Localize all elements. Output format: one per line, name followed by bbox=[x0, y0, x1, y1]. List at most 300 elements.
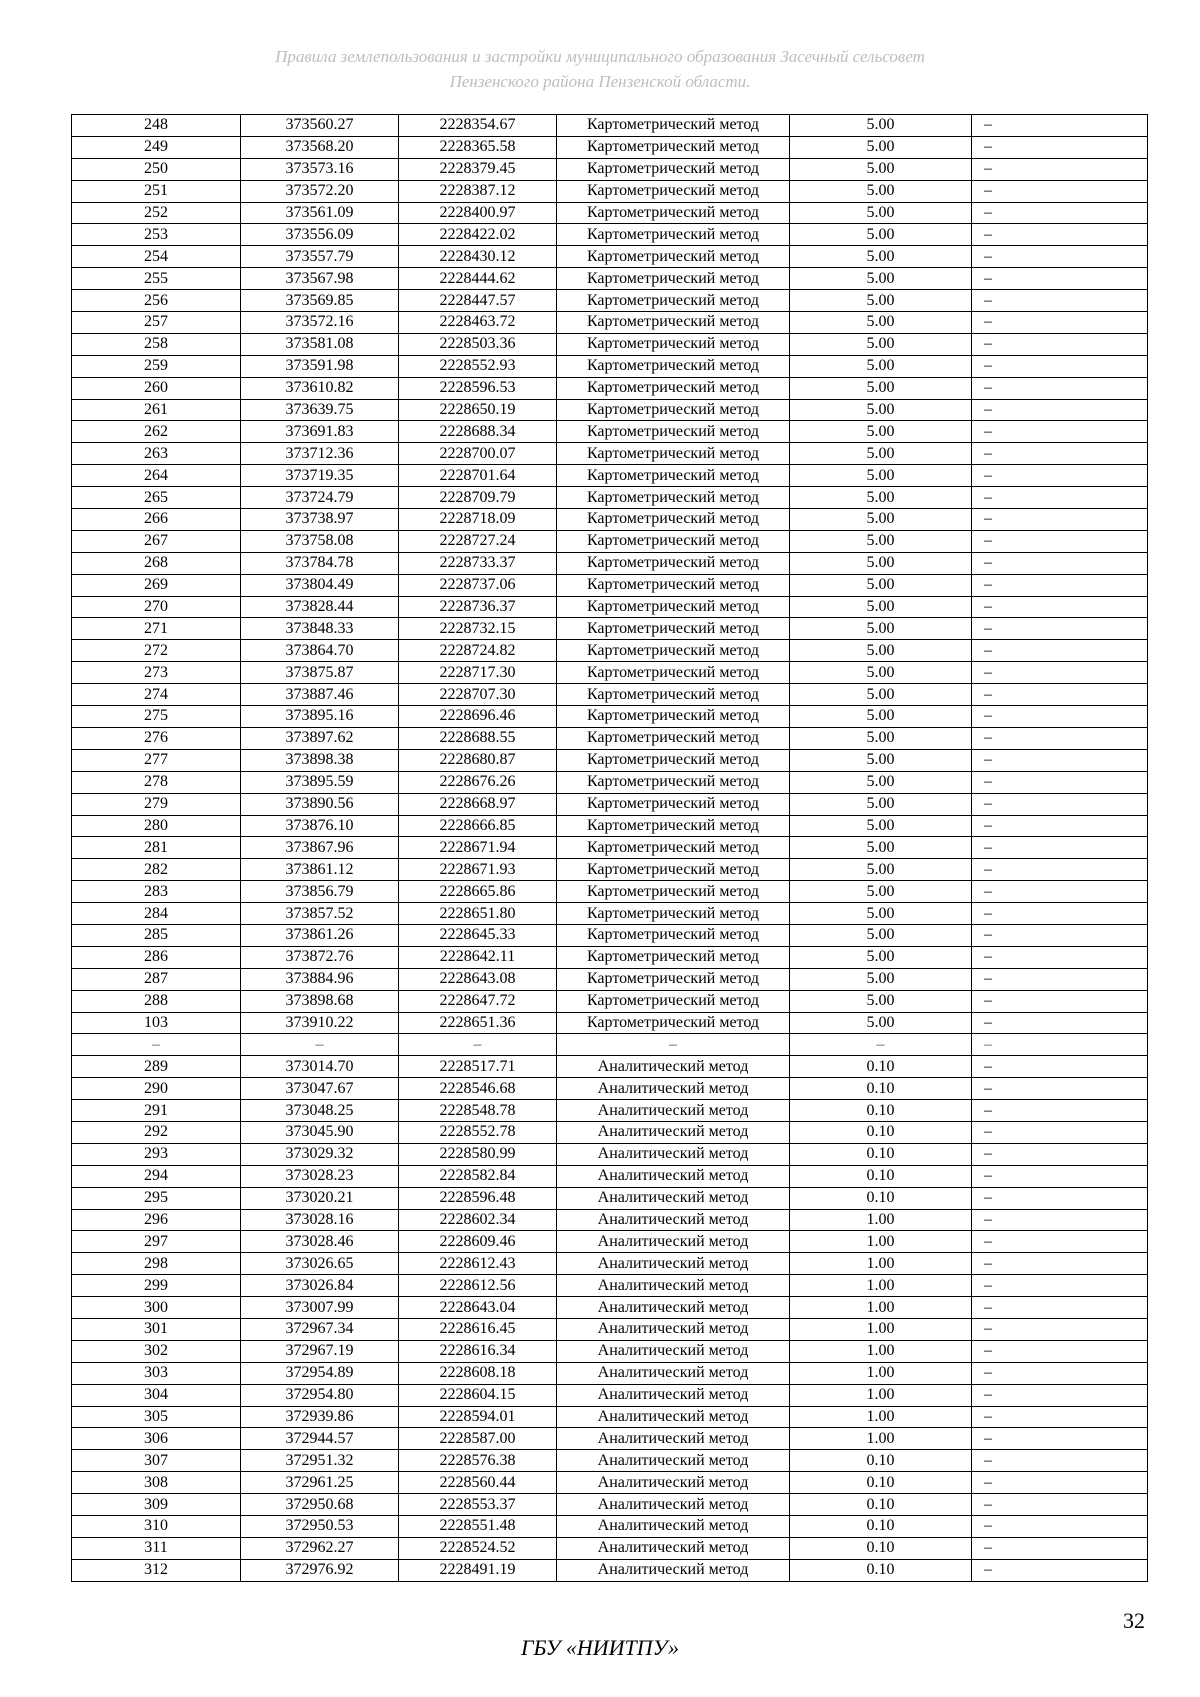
cell-accuracy: 5.00 bbox=[790, 180, 972, 202]
cell-point-number: 273 bbox=[72, 662, 241, 684]
cell-accuracy: 1.00 bbox=[790, 1384, 972, 1406]
cell-note: – bbox=[972, 1384, 1148, 1406]
cell-method: Картометрический метод bbox=[557, 115, 790, 137]
table-row bbox=[72, 946, 1148, 968]
table-row bbox=[72, 530, 1148, 552]
cell-note: – bbox=[972, 1494, 1148, 1516]
table-row bbox=[72, 246, 1148, 268]
cell-y-coordinate: 2228688.34 bbox=[399, 421, 557, 443]
table-row bbox=[72, 1406, 1148, 1428]
cell-point-number: 259 bbox=[72, 355, 241, 377]
cell-x-coordinate: 373572.20 bbox=[241, 180, 399, 202]
cell-method: Картометрический метод bbox=[557, 881, 790, 903]
cell-note: – bbox=[972, 1297, 1148, 1319]
cell-note: – bbox=[972, 1428, 1148, 1450]
cell-y-coordinate: 2228596.48 bbox=[399, 1187, 557, 1209]
cell-method: Картометрический метод bbox=[557, 290, 790, 312]
cell-accuracy: 5.00 bbox=[790, 881, 972, 903]
cell-x-coordinate: – bbox=[241, 1034, 399, 1056]
cell-x-coordinate: 373581.08 bbox=[241, 333, 399, 355]
cell-x-coordinate: 373712.36 bbox=[241, 443, 399, 465]
cell-accuracy: 1.00 bbox=[790, 1209, 972, 1231]
cell-method: Картометрический метод bbox=[557, 268, 790, 290]
table-row bbox=[72, 224, 1148, 246]
cell-point-number: 288 bbox=[72, 990, 241, 1012]
cell-y-coordinate: 2228491.19 bbox=[399, 1559, 557, 1581]
cell-point-number: 289 bbox=[72, 1056, 241, 1078]
cell-y-coordinate: 2228737.06 bbox=[399, 574, 557, 596]
cell-point-number: 280 bbox=[72, 815, 241, 837]
table-row bbox=[72, 903, 1148, 925]
cell-method: Аналитический метод bbox=[557, 1297, 790, 1319]
cell-x-coordinate: 372961.25 bbox=[241, 1472, 399, 1494]
cell-y-coordinate: 2228736.37 bbox=[399, 596, 557, 618]
cell-note: – bbox=[972, 1231, 1148, 1253]
cell-accuracy: 5.00 bbox=[790, 793, 972, 815]
cell-point-number: 251 bbox=[72, 180, 241, 202]
cell-point-number: 269 bbox=[72, 574, 241, 596]
cell-note: – bbox=[972, 946, 1148, 968]
cell-y-coordinate: 2228651.36 bbox=[399, 1012, 557, 1034]
table-row bbox=[72, 1231, 1148, 1253]
cell-x-coordinate: 372967.34 bbox=[241, 1318, 399, 1340]
cell-accuracy: 0.10 bbox=[790, 1450, 972, 1472]
cell-note: – bbox=[972, 684, 1148, 706]
cell-method: Картометрический метод bbox=[557, 749, 790, 771]
cell-note: – bbox=[972, 640, 1148, 662]
cell-accuracy: 5.00 bbox=[790, 640, 972, 662]
cell-y-coordinate: 2228430.12 bbox=[399, 246, 557, 268]
cell-accuracy: 5.00 bbox=[790, 202, 972, 224]
cell-x-coordinate: 373048.25 bbox=[241, 1100, 399, 1122]
table-row bbox=[72, 574, 1148, 596]
cell-x-coordinate: 373045.90 bbox=[241, 1121, 399, 1143]
cell-accuracy: 1.00 bbox=[790, 1275, 972, 1297]
cell-point-number: 309 bbox=[72, 1494, 241, 1516]
cell-note: – bbox=[972, 443, 1148, 465]
cell-y-coordinate: – bbox=[399, 1034, 557, 1056]
cell-point-number: 295 bbox=[72, 1187, 241, 1209]
cell-note: – bbox=[972, 990, 1148, 1012]
table-row bbox=[72, 924, 1148, 946]
cell-accuracy: 0.10 bbox=[790, 1187, 972, 1209]
cell-point-number: 271 bbox=[72, 618, 241, 640]
cell-x-coordinate: 373895.59 bbox=[241, 771, 399, 793]
cell-method: Картометрический метод bbox=[557, 815, 790, 837]
cell-note: – bbox=[972, 1012, 1148, 1034]
cell-y-coordinate: 2228422.02 bbox=[399, 224, 557, 246]
cell-method: Картометрический метод bbox=[557, 509, 790, 531]
cell-point-number: 256 bbox=[72, 290, 241, 312]
cell-accuracy: 0.10 bbox=[790, 1516, 972, 1538]
cell-point-number: 286 bbox=[72, 946, 241, 968]
table-row bbox=[72, 1297, 1148, 1319]
cell-point-number: 285 bbox=[72, 924, 241, 946]
cell-accuracy: 5.00 bbox=[790, 990, 972, 1012]
cell-note: – bbox=[972, 1450, 1148, 1472]
cell-method: Картометрический метод bbox=[557, 1012, 790, 1034]
cell-x-coordinate: 372954.89 bbox=[241, 1362, 399, 1384]
cell-y-coordinate: 2228546.68 bbox=[399, 1078, 557, 1100]
cell-y-coordinate: 2228676.26 bbox=[399, 771, 557, 793]
cell-point-number: 281 bbox=[72, 837, 241, 859]
cell-point-number: 299 bbox=[72, 1275, 241, 1297]
cell-method: Картометрический метод bbox=[557, 180, 790, 202]
cell-note: – bbox=[972, 749, 1148, 771]
cell-note: – bbox=[972, 1143, 1148, 1165]
cell-note: – bbox=[972, 968, 1148, 990]
cell-accuracy: 5.00 bbox=[790, 377, 972, 399]
cell-accuracy: 5.00 bbox=[790, 662, 972, 684]
table-row bbox=[72, 1537, 1148, 1559]
cell-accuracy: 5.00 bbox=[790, 530, 972, 552]
cell-note: – bbox=[972, 1472, 1148, 1494]
cell-point-number: 301 bbox=[72, 1318, 241, 1340]
table-row bbox=[72, 618, 1148, 640]
cell-x-coordinate: 373028.46 bbox=[241, 1231, 399, 1253]
cell-y-coordinate: 2228668.97 bbox=[399, 793, 557, 815]
cell-accuracy: 5.00 bbox=[790, 136, 972, 158]
cell-note: – bbox=[972, 268, 1148, 290]
cell-accuracy: 1.00 bbox=[790, 1406, 972, 1428]
cell-point-number: 274 bbox=[72, 684, 241, 706]
cell-method: Аналитический метод bbox=[557, 1494, 790, 1516]
cell-point-number: 294 bbox=[72, 1165, 241, 1187]
cell-accuracy: 0.10 bbox=[790, 1100, 972, 1122]
cell-point-number: 103 bbox=[72, 1012, 241, 1034]
cell-y-coordinate: 2228642.11 bbox=[399, 946, 557, 968]
cell-x-coordinate: 373895.16 bbox=[241, 706, 399, 728]
cell-x-coordinate: 373007.99 bbox=[241, 1297, 399, 1319]
cell-note: – bbox=[972, 1078, 1148, 1100]
cell-method: Картометрический метод bbox=[557, 596, 790, 618]
cell-y-coordinate: 2228387.12 bbox=[399, 180, 557, 202]
cell-accuracy: 0.10 bbox=[790, 1143, 972, 1165]
cell-note: – bbox=[972, 924, 1148, 946]
table-row bbox=[72, 333, 1148, 355]
cell-point-number: 270 bbox=[72, 596, 241, 618]
table-row bbox=[72, 552, 1148, 574]
cell-method: Картометрический метод bbox=[557, 224, 790, 246]
cell-x-coordinate: 373561.09 bbox=[241, 202, 399, 224]
cell-accuracy: 5.00 bbox=[790, 596, 972, 618]
cell-method: Картометрический метод bbox=[557, 706, 790, 728]
cell-note: – bbox=[972, 1318, 1148, 1340]
cell-method: Картометрический метод bbox=[557, 859, 790, 881]
cell-point-number: 267 bbox=[72, 530, 241, 552]
cell-y-coordinate: 2228576.38 bbox=[399, 1450, 557, 1472]
cell-accuracy: 5.00 bbox=[790, 706, 972, 728]
cell-x-coordinate: 373573.16 bbox=[241, 158, 399, 180]
cell-note: – bbox=[972, 1187, 1148, 1209]
table-row bbox=[72, 1165, 1148, 1187]
cell-x-coordinate: 373758.08 bbox=[241, 530, 399, 552]
cell-point-number: 279 bbox=[72, 793, 241, 815]
table-row bbox=[72, 202, 1148, 224]
table-row bbox=[72, 706, 1148, 728]
cell-point-number: 252 bbox=[72, 202, 241, 224]
cell-point-number: 272 bbox=[72, 640, 241, 662]
footer-organization: ГБУ «НИИТПУ» bbox=[520, 1635, 680, 1660]
cell-accuracy: 5.00 bbox=[790, 246, 972, 268]
table-row bbox=[72, 968, 1148, 990]
table-row bbox=[72, 1472, 1148, 1494]
cell-note: – bbox=[972, 1406, 1148, 1428]
cell-y-coordinate: 2228594.01 bbox=[399, 1406, 557, 1428]
cell-accuracy: 1.00 bbox=[790, 1297, 972, 1319]
cell-y-coordinate: 2228517.71 bbox=[399, 1056, 557, 1078]
cell-method: Аналитический метод bbox=[557, 1340, 790, 1362]
cell-note: – bbox=[972, 509, 1148, 531]
cell-note: – bbox=[972, 1121, 1148, 1143]
cell-note: – bbox=[972, 224, 1148, 246]
cell-x-coordinate: 373567.98 bbox=[241, 268, 399, 290]
cell-note: – bbox=[972, 333, 1148, 355]
table-row bbox=[72, 136, 1148, 158]
cell-method: Аналитический метод bbox=[557, 1318, 790, 1340]
cell-accuracy: 5.00 bbox=[790, 749, 972, 771]
cell-method: Аналитический метод bbox=[557, 1275, 790, 1297]
cell-point-number: 248 bbox=[72, 115, 241, 137]
table-row bbox=[72, 640, 1148, 662]
cell-x-coordinate: 372951.32 bbox=[241, 1450, 399, 1472]
cell-note: – bbox=[972, 115, 1148, 137]
cell-x-coordinate: 373047.67 bbox=[241, 1078, 399, 1100]
cell-accuracy: 1.00 bbox=[790, 1340, 972, 1362]
cell-x-coordinate: 373784.78 bbox=[241, 552, 399, 574]
cell-method: Картометрический метод bbox=[557, 727, 790, 749]
table-row bbox=[72, 487, 1148, 509]
cell-accuracy: 5.00 bbox=[790, 552, 972, 574]
cell-accuracy: 1.00 bbox=[790, 1231, 972, 1253]
cell-note: – bbox=[972, 1516, 1148, 1538]
cell-y-coordinate: 2228665.86 bbox=[399, 881, 557, 903]
cell-note: – bbox=[972, 180, 1148, 202]
cell-x-coordinate: 373724.79 bbox=[241, 487, 399, 509]
cell-point-number: 293 bbox=[72, 1143, 241, 1165]
cell-x-coordinate: 373890.56 bbox=[241, 793, 399, 815]
cell-note: – bbox=[972, 136, 1148, 158]
cell-x-coordinate: 373572.16 bbox=[241, 312, 399, 334]
cell-accuracy: 0.10 bbox=[790, 1472, 972, 1494]
table-row bbox=[72, 1100, 1148, 1122]
cell-note: – bbox=[972, 662, 1148, 684]
cell-x-coordinate: 373639.75 bbox=[241, 399, 399, 421]
coordinates-table-body bbox=[72, 115, 1148, 1582]
cell-x-coordinate: 372950.68 bbox=[241, 1494, 399, 1516]
cell-note: – bbox=[972, 859, 1148, 881]
table-row bbox=[72, 1384, 1148, 1406]
table-row bbox=[72, 793, 1148, 815]
cell-note: – bbox=[972, 1275, 1148, 1297]
cell-y-coordinate: 2228553.37 bbox=[399, 1494, 557, 1516]
table-row bbox=[72, 727, 1148, 749]
cell-point-number: 304 bbox=[72, 1384, 241, 1406]
cell-point-number: 282 bbox=[72, 859, 241, 881]
cell-accuracy: 5.00 bbox=[790, 837, 972, 859]
cell-method: Картометрический метод bbox=[557, 487, 790, 509]
cell-x-coordinate: 373864.70 bbox=[241, 640, 399, 662]
cell-point-number: 311 bbox=[72, 1537, 241, 1559]
cell-x-coordinate: 372950.53 bbox=[241, 1516, 399, 1538]
cell-note: – bbox=[972, 771, 1148, 793]
cell-method: Картометрический метод bbox=[557, 333, 790, 355]
cell-x-coordinate: 373804.49 bbox=[241, 574, 399, 596]
cell-x-coordinate: 373029.32 bbox=[241, 1143, 399, 1165]
cell-x-coordinate: 373560.27 bbox=[241, 115, 399, 137]
cell-method: Аналитический метод bbox=[557, 1516, 790, 1538]
cell-y-coordinate: 2228707.30 bbox=[399, 684, 557, 706]
cell-method: Картометрический метод bbox=[557, 574, 790, 596]
cell-note: – bbox=[972, 158, 1148, 180]
table-row bbox=[72, 815, 1148, 837]
cell-note: – bbox=[972, 903, 1148, 925]
cell-y-coordinate: 2228580.99 bbox=[399, 1143, 557, 1165]
cell-method: Картометрический метод bbox=[557, 662, 790, 684]
cell-point-number: 300 bbox=[72, 1297, 241, 1319]
cell-accuracy: – bbox=[790, 1034, 972, 1056]
cell-point-number: 278 bbox=[72, 771, 241, 793]
cell-method: Картометрический метод bbox=[557, 793, 790, 815]
cell-point-number: 263 bbox=[72, 443, 241, 465]
cell-method: – bbox=[557, 1034, 790, 1056]
cell-x-coordinate: 373569.85 bbox=[241, 290, 399, 312]
cell-method: Аналитический метод bbox=[557, 1187, 790, 1209]
cell-method: Аналитический метод bbox=[557, 1143, 790, 1165]
cell-accuracy: 5.00 bbox=[790, 574, 972, 596]
cell-x-coordinate: 372944.57 bbox=[241, 1428, 399, 1450]
cell-method: Картометрический метод bbox=[557, 355, 790, 377]
cell-x-coordinate: 373876.10 bbox=[241, 815, 399, 837]
table-row bbox=[72, 1362, 1148, 1384]
cell-y-coordinate: 2228666.85 bbox=[399, 815, 557, 837]
table-row bbox=[72, 837, 1148, 859]
cell-accuracy: 1.00 bbox=[790, 1362, 972, 1384]
cell-accuracy: 5.00 bbox=[790, 924, 972, 946]
cell-note: – bbox=[972, 1253, 1148, 1275]
cell-note: – bbox=[972, 421, 1148, 443]
cell-y-coordinate: 2228616.34 bbox=[399, 1340, 557, 1362]
cell-y-coordinate: 2228616.45 bbox=[399, 1318, 557, 1340]
cell-note: – bbox=[972, 1165, 1148, 1187]
cell-accuracy: 5.00 bbox=[790, 727, 972, 749]
cell-point-number: 264 bbox=[72, 465, 241, 487]
cell-y-coordinate: 2228524.52 bbox=[399, 1537, 557, 1559]
cell-point-number: 250 bbox=[72, 158, 241, 180]
cell-y-coordinate: 2228612.56 bbox=[399, 1275, 557, 1297]
table-row bbox=[72, 421, 1148, 443]
table-row bbox=[72, 1056, 1148, 1078]
table-row bbox=[72, 749, 1148, 771]
table-row bbox=[72, 1012, 1148, 1034]
cell-x-coordinate: 373020.21 bbox=[241, 1187, 399, 1209]
cell-point-number: 305 bbox=[72, 1406, 241, 1428]
cell-y-coordinate: 2228552.93 bbox=[399, 355, 557, 377]
cell-x-coordinate: 373857.52 bbox=[241, 903, 399, 925]
cell-y-coordinate: 2228645.33 bbox=[399, 924, 557, 946]
table-row bbox=[72, 1450, 1148, 1472]
cell-y-coordinate: 2228671.94 bbox=[399, 837, 557, 859]
cell-x-coordinate: 373026.84 bbox=[241, 1275, 399, 1297]
cell-accuracy: 5.00 bbox=[790, 115, 972, 137]
cell-accuracy: 5.00 bbox=[790, 421, 972, 443]
cell-note: – bbox=[972, 246, 1148, 268]
table-row bbox=[72, 881, 1148, 903]
cell-note: – bbox=[972, 487, 1148, 509]
cell-x-coordinate: 372954.80 bbox=[241, 1384, 399, 1406]
table-row bbox=[72, 158, 1148, 180]
cell-method: Аналитический метод bbox=[557, 1078, 790, 1100]
cell-x-coordinate: 373738.97 bbox=[241, 509, 399, 531]
cell-point-number: 290 bbox=[72, 1078, 241, 1100]
cell-note: – bbox=[972, 1537, 1148, 1559]
table-row bbox=[72, 662, 1148, 684]
header-line-1: Правила землепользования и застройки муниципального образования Засечный сельсовет bbox=[275, 47, 925, 66]
cell-y-coordinate: 2228354.67 bbox=[399, 115, 557, 137]
cell-point-number: 297 bbox=[72, 1231, 241, 1253]
cell-x-coordinate: 373014.70 bbox=[241, 1056, 399, 1078]
table-row bbox=[72, 1143, 1148, 1165]
cell-point-number: 291 bbox=[72, 1100, 241, 1122]
cell-y-coordinate: 2228596.53 bbox=[399, 377, 557, 399]
cell-y-coordinate: 2228612.43 bbox=[399, 1253, 557, 1275]
cell-accuracy: 5.00 bbox=[790, 268, 972, 290]
cell-point-number: 312 bbox=[72, 1559, 241, 1581]
cell-point-number: 268 bbox=[72, 552, 241, 574]
cell-y-coordinate: 2228444.62 bbox=[399, 268, 557, 290]
cell-accuracy: 5.00 bbox=[790, 333, 972, 355]
cell-accuracy: 5.00 bbox=[790, 312, 972, 334]
cell-note: – bbox=[972, 1340, 1148, 1362]
table-row bbox=[72, 1428, 1148, 1450]
cell-method: Аналитический метод bbox=[557, 1559, 790, 1581]
cell-x-coordinate: 372939.86 bbox=[241, 1406, 399, 1428]
header-line-2: Пензенского района Пензенской области. bbox=[449, 72, 751, 91]
cell-note: – bbox=[972, 1100, 1148, 1122]
cell-accuracy: 0.10 bbox=[790, 1121, 972, 1143]
table-row bbox=[72, 1253, 1148, 1275]
cell-x-coordinate: 373556.09 bbox=[241, 224, 399, 246]
cell-accuracy: 5.00 bbox=[790, 399, 972, 421]
cell-note: – bbox=[972, 706, 1148, 728]
cell-y-coordinate: 2228602.34 bbox=[399, 1209, 557, 1231]
table-row bbox=[72, 1275, 1148, 1297]
cell-note: – bbox=[972, 1209, 1148, 1231]
cell-point-number: 303 bbox=[72, 1362, 241, 1384]
table-row bbox=[72, 990, 1148, 1012]
cell-method: Картометрический метод bbox=[557, 136, 790, 158]
cell-y-coordinate: 2228552.78 bbox=[399, 1121, 557, 1143]
cell-x-coordinate: 373897.62 bbox=[241, 727, 399, 749]
cell-method: Аналитический метод bbox=[557, 1231, 790, 1253]
cell-point-number: 306 bbox=[72, 1428, 241, 1450]
cell-point-number: 296 bbox=[72, 1209, 241, 1231]
cell-x-coordinate: 373861.12 bbox=[241, 859, 399, 881]
cell-note: – bbox=[972, 355, 1148, 377]
cell-accuracy: 5.00 bbox=[790, 158, 972, 180]
cell-point-number: 249 bbox=[72, 136, 241, 158]
cell-y-coordinate: 2228717.30 bbox=[399, 662, 557, 684]
cell-x-coordinate: 373898.68 bbox=[241, 990, 399, 1012]
cell-y-coordinate: 2228718.09 bbox=[399, 509, 557, 531]
cell-note: – bbox=[972, 618, 1148, 640]
cell-point-number: 276 bbox=[72, 727, 241, 749]
cell-note: – bbox=[972, 530, 1148, 552]
cell-y-coordinate: 2228379.45 bbox=[399, 158, 557, 180]
cell-x-coordinate: 373028.16 bbox=[241, 1209, 399, 1231]
cell-point-number: 261 bbox=[72, 399, 241, 421]
cell-x-coordinate: 373026.65 bbox=[241, 1253, 399, 1275]
